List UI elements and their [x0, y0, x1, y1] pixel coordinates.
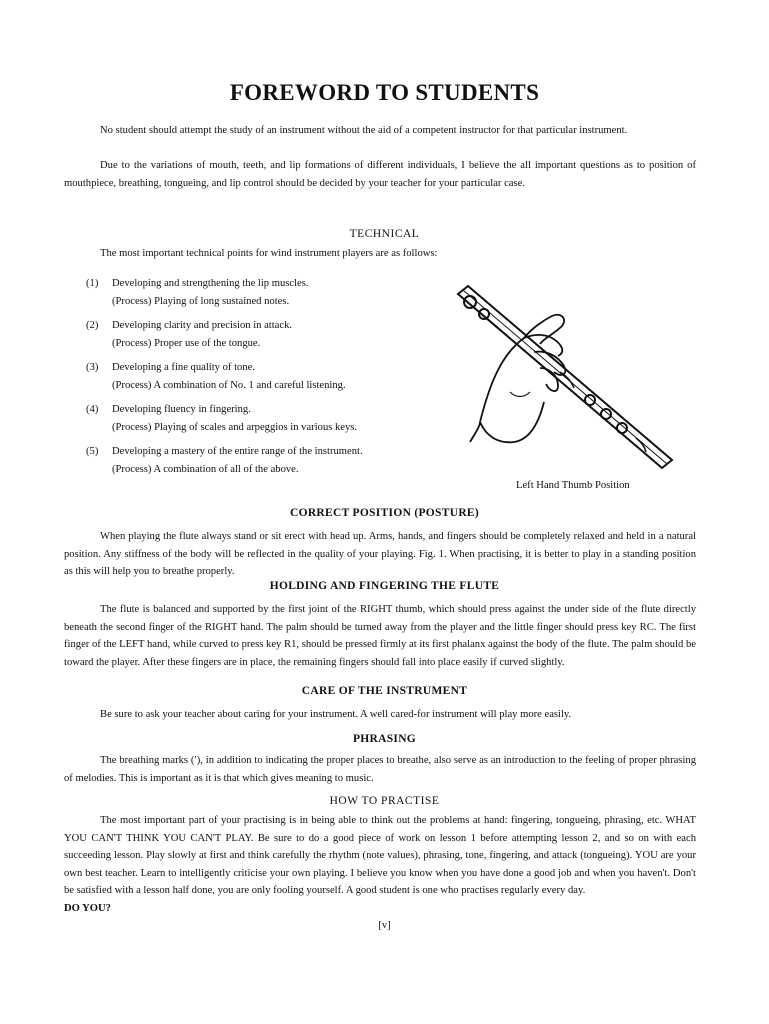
section-text-care: Be sure to ask your teacher about caring for your instrument. A well cared-for instrument will play more easily.	[100, 709, 572, 720]
section-text-practise	[64, 812, 696, 917]
section-text-phrasing: The breathing marks (′), in addition to indicating the proper places to breathe, also serve as an introduction to the feeling of proper phrasing of melodies. This is important as it is that which gives meaning to music.	[64, 755, 696, 784]
item-process: (Process) Playing of scales and arpeggios in various keys.	[112, 421, 358, 433]
technical-item	[86, 275, 309, 310]
item-number: (1)	[86, 278, 99, 289]
intro-paragraph-2: Due to the variations of mouth, teeth, and lip formations of different individuals, I believe the all important questions as to position of mouthpiece, breathing, tongueing, and lip control should be decided by your teacher for your particular case.	[64, 160, 696, 189]
section-heading-phrasing: PHRASING	[352, 733, 417, 745]
practise-closing: DO YOU?	[64, 902, 111, 914]
item-point: Developing fluency in fingering.	[112, 404, 251, 415]
item-point: Developing clarity and precision in attack.	[112, 320, 293, 331]
section-heading-posture: CORRECT POSITION (POSTURE)	[289, 507, 480, 519]
item-process: (Process) A combination of No. 1 and careful listening.	[112, 379, 346, 391]
section-heading-care: CARE OF THE INSTRUMENT	[301, 685, 468, 697]
section-text-holding: The flute is balanced and supported by the first joint of the RIGHT thumb, which should press against the under side of the flute directly beneath the second finger of the RIGHT hand. The palm should be turned away from the player and the little finger should press key RC. The first finger of the LEFT hand, while curved to press key R1, should be pressed firmly at its first phalanx against the body of the flute. The palm should be toward the player. After these fingers are in place, the remaining fingers should fall into place easily if curved slightly.	[64, 604, 696, 668]
item-point: Developing a mastery of the entire range of the instrument.	[112, 446, 363, 457]
technical-heading: TECHNICAL	[349, 228, 420, 240]
item-number: (5)	[86, 446, 99, 457]
technical-intro: The most important technical points for wind instrument players are as follows:	[100, 248, 438, 259]
item-point: Developing a fine quality of tone.	[112, 362, 255, 373]
item-process: (Process) Playing of long sustained notes.	[112, 295, 290, 307]
practise-body: The most important part of your practising is in being able to think out the problems at hand: fingering, tongueing, phrasing, etc. WHAT YOU CAN'T THINK YOU CAN'T PLAY. Be sure to do a good piece of work on lesson 1 before attempting lesson 2, and so on with each succeeding lesson. Play slowly at first and think carefully the rhythm (note values), phrasing, tone, fingering, and attack (tongueing). YOU are your own best teacher. Learn to intelligently criticise your own playing. I believe you know when you have done a good job and when you haven't. Don't be satisfied with a lesson half done, you are only fooling yourself. A good student is one who practises regularly every day.	[64, 815, 696, 896]
figure-caption: Left Hand Thumb Position	[516, 480, 630, 491]
page-title: FOREWORD TO STUDENTS	[229, 80, 540, 105]
item-point: Developing and strengthening the lip muscles.	[112, 278, 309, 289]
page-number: [v]	[378, 920, 391, 931]
item-number: (2)	[86, 320, 99, 331]
section-heading-practise: HOW TO PRACTISE	[329, 795, 440, 807]
item-number: (3)	[86, 362, 99, 373]
technical-item	[86, 317, 292, 352]
intro-paragraph-1: No student should attempt the study of an instrument without the aid of a competent instructor for that particular instrument.	[100, 125, 628, 136]
technical-item	[86, 443, 363, 478]
item-process: (Process) Proper use of the tongue.	[112, 337, 261, 349]
item-number: (4)	[86, 404, 99, 415]
section-text-posture: When playing the flute always stand or sit erect with head up. Arms, hands, and fingers should be completely relaxed and held in a natural position. Any stiffness of the body will be reflected in the quality of your playing. Fig. 1. When practising, it is better to play in a standing position as this will help you to breathe properly.	[64, 531, 696, 577]
section-heading-holding: HOLDING AND FINGERING THE FLUTE	[269, 580, 500, 592]
flute-hand-illustration	[440, 272, 700, 472]
technical-item	[86, 359, 346, 394]
item-process: (Process) A combination of all of the above.	[112, 463, 299, 475]
technical-item	[86, 401, 357, 436]
